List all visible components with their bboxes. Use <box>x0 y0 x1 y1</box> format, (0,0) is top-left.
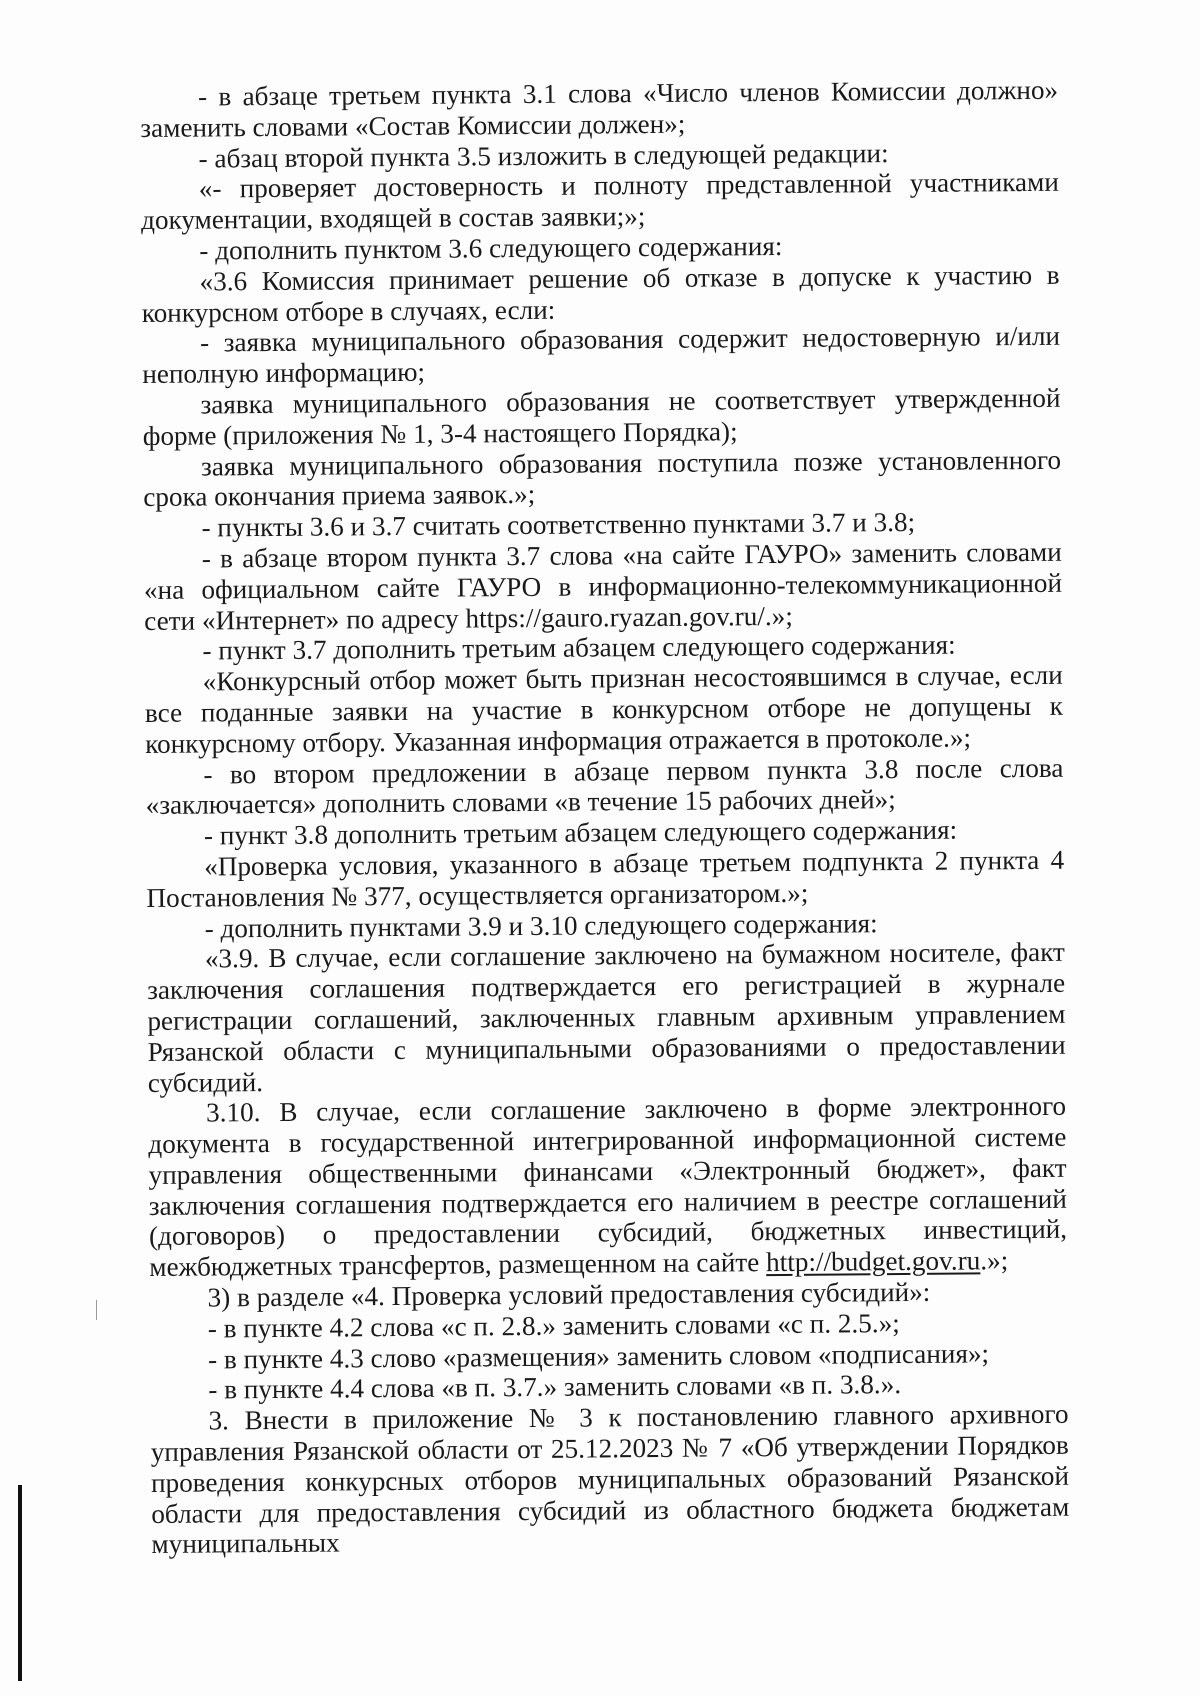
paragraph-4-3-amendment: - в пункте 4.3 слово «размещения» заменить словом «подписания»; <box>207 1338 990 1375</box>
paragraph-3-7-addition-intro: - пункт 3.7 дополнить третьим абзацем следующего содержания: <box>202 629 956 666</box>
paragraph-3-9-text: «3.9. В случае, если соглашение заключено на бумажном носителе, факт заключения соглашения подтверждается его регистрацией в журнале регистрации соглашений, заключенных главным архивным управлением Рязанской области с муниципальными образованиями о предоставлении субсидий. <box>147 937 1066 1098</box>
paragraph-appendix-3-amendment: 3. Внести в приложение № 3 к постановлению главного архивного управления Рязанской области от 25.12.2023 № 7 «Об утверждении Порядков проведения конкурсных отборов муниципальных образований Рязанской области для предоставления субсидий из областного бюджета бюджетам муниципальных <box>150 1399 1070 1560</box>
paragraph-3-9-3-10-intro: - дополнить пунктами 3.9 и 3.10 следующего содержания: <box>204 907 878 944</box>
paragraph-3-7-addition-text: «Конкурсный отбор может быть признан несостоявшимся в случае, если все поданные заявки на участие в конкурсном отборе не допущены к конкурсному отбору. Указанная информация отражается в протоколе.»; <box>144 659 1064 759</box>
paragraph-4-2-amendment: - в пункте 4.2 слова «с п. 2.8.» заменить словами «с п. 2.5.»; <box>207 1307 900 1344</box>
scan-speck <box>96 1300 97 1320</box>
scan-edge-mark <box>18 1485 22 1681</box>
paragraph-3-6-intro: - дополнить пунктом 3.6 следующего содержания: <box>199 230 783 266</box>
paragraph-3-5-intro: - абзац второй пункта 3.5 изложить в следующей редакции: <box>198 137 889 174</box>
document-body <box>140 75 1070 1560</box>
paragraph-3-1-amendment: - в абзаце третьем пункта 3.1 слова «Число членов Комиссии должно» заменить словами «Состав Комиссии должен»; <box>140 74 1059 143</box>
paragraph-3-6-reason-2: заявка муниципального образования не соответствует утвержденной форме (приложения № 1, 3-4 настоящего Порядка); <box>142 382 1061 451</box>
paragraph-3-6-reason-3: заявка муниципального образования поступила позже установленного срока окончания приема заявок.»; <box>143 444 1062 513</box>
paragraph-3-6-reason-1: - заявка муниципального образования содержит недостоверную и/или неполную информацию; <box>142 321 1061 390</box>
paragraph-3-10-text <box>148 1091 1067 1283</box>
paragraph-3-8-addition-intro: - пункт 3.8 дополнить третьим абзацем следующего содержания: <box>203 814 958 851</box>
paragraph-3-8-addition-text: «Проверка условия, указанного в абзаце третьем подпункта 2 пункта 4 Постановления № 377, осуществляется организатором.»; <box>146 844 1065 913</box>
paragraph-3-10-text-before: 3.10. В случае, если соглашение заключено в форме электронного документа в государственной интегрированной информационной системе управления общественными финансами «Электронный бюджет», факт заключения соглашения подтверждается его наличием в реестре соглашений (договоров) о предоставлении субсидий, бюджетных инвестиций, межбюджетных трансфертов, размещенном на сайте <box>148 1091 1068 1283</box>
paragraph-3-7-website: - в абзаце втором пункта 3.7 слова «на сайте ГАУРО» заменить словами «на официальном сайте ГАУРО в информационно-телекоммуникационной сети «Интернет» по адресу https://gauro.ryazan.gov.ru/.»; <box>143 536 1063 636</box>
budget-site-link[interactable]: http://budget.gov.ru <box>765 1245 981 1278</box>
paragraph-4-4-amendment: - в пункте 4.4 слова «в п. 3.7.» заменить словами «в п. 3.8.». <box>208 1369 902 1405</box>
paragraph-3-5-new-text: «- проверяет достоверность и полноту представленной участниками документации, входящей в состав заявки;»; <box>140 167 1059 236</box>
paragraph-renumbering: - пункты 3.6 и 3.7 считать соответственно пунктами 3.7 и 3.8; <box>201 507 916 543</box>
paragraph-3-10-text-after: .»; <box>980 1245 1009 1276</box>
paragraph-3-8-deadline: - во втором предложении в абзаце первом пункта 3.8 после слова «заключается» дополнить словами «в течение 15 рабочих дней»; <box>145 752 1064 821</box>
paragraph-3-6-text: «3.6 Комиссия принимает решение об отказе в допуске к участию в конкурсном отборе в случаях, если: <box>141 259 1060 328</box>
paragraph-section-4-intro: 3) в разделе «4. Проверка условий предоставления субсидий»: <box>207 1276 931 1313</box>
